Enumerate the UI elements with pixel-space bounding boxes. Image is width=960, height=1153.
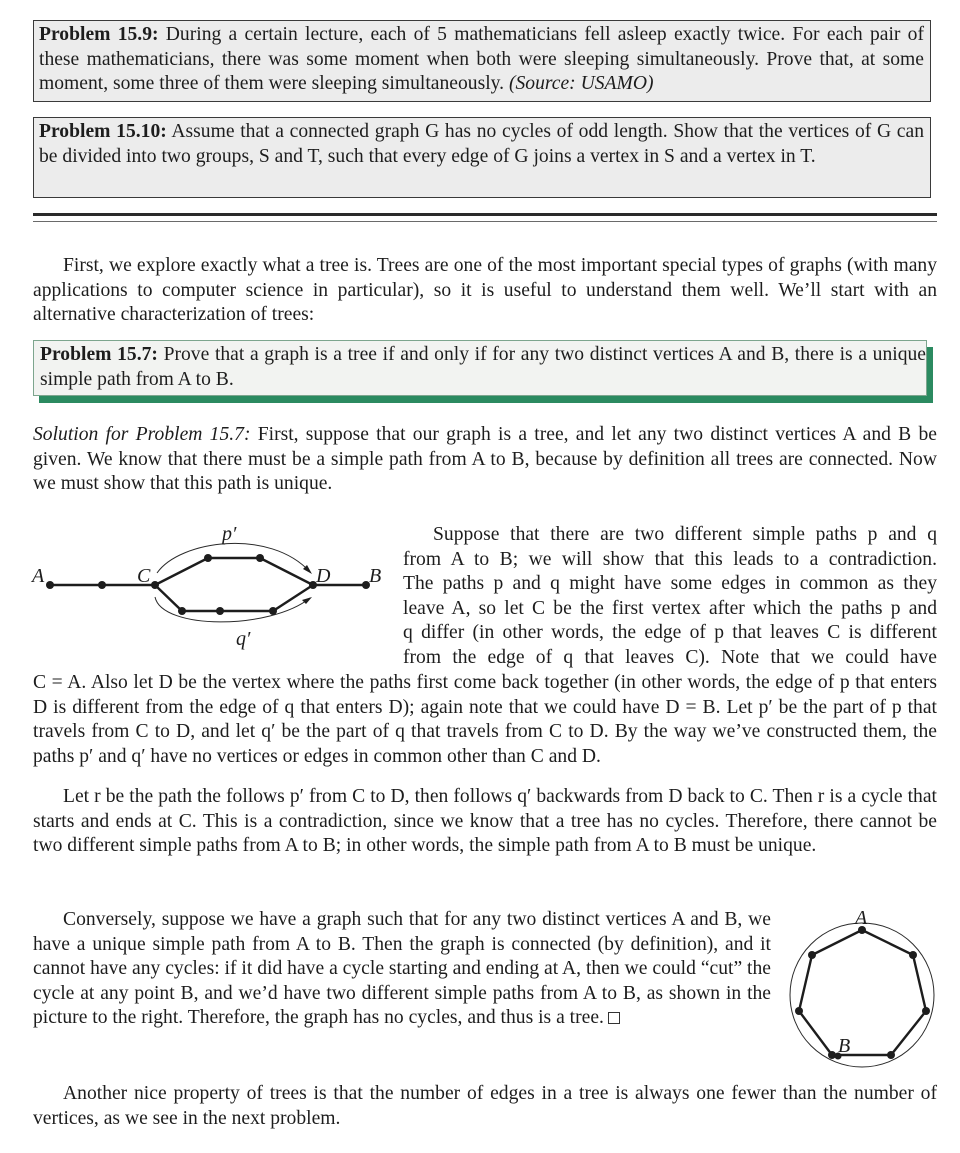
suppose-paragraph-side: Suppose that there are two different simple paths p and q from A to B; we will show that this leads to a contradiction. The paths p and q might have some edges in common as they leave A, so let C be the first vertex after which the paths p and q differ (in other words, the edge of p that leaves C is different from the edge of q that leaves C). Note that we could have: [403, 524, 937, 668]
problem-15-9-box: [33, 20, 931, 102]
another-paragraph: Another nice property of trees is that the number of edges in a tree is always one fewer than the number of vertices, as we see in the next problem.: [33, 1083, 937, 1129]
cycle-label-b: B: [838, 1035, 851, 1057]
solution-label: Solution for Problem 15.7:: [33, 424, 251, 445]
problem-source: (Source: USAMO): [508, 73, 654, 95]
let-r-paragraph: Let r be the path the follows p′ from C to D, then follows q′ backwards from D back to C. Then r is a cycle that starts and ends at C. This is a contradiction, since we know that a tree has no cycles. Therefore, there cannot be two different simple paths from A to B; in other words, the simple path from A to B must be unique.: [33, 786, 937, 857]
label-vertex-a: A: [32, 565, 45, 587]
problem-15-10-label: Problem 15.10:: [39, 121, 167, 142]
solution-paragraph: Solution for Problem 15.7: First, suppose that our graph is a tree, and let any two distinct vertices A and B be given. We know that there must be a simple path from A to B, because by definition all trees are connected. Now we must show that this path is unique.: [33, 424, 937, 495]
problem-15-10-box: [33, 117, 931, 198]
label-vertex-b: B: [369, 565, 382, 587]
problem-15-10-text: Problem 15.10: Assume that a connected graph G has no cycles of odd length. Show that the vertices of G can be divided into two groups, S and T, such that every edge of G joins a vertex in S and a vertex in T.: [39, 121, 924, 167]
problem-15-9-label: Problem 15.9:: [39, 24, 159, 45]
suppose-paragraph-continued: C = A. Also let D be the vertex where the paths first come back together (in other words, the edge of p that enters D is different from the edge of q that enters D); again note that we could have D = B. Let p′ be the part of p that travels from C to D, and let q′ be the part of q that travels from C to D. By the way we’ve constructed them, the paths p′ and q′ have no vertices or edges in common other than C and D.: [33, 672, 937, 767]
label-p-prime: p′: [222, 523, 237, 545]
two-paths-figure: [0, 510, 400, 670]
section-divider-thick: [33, 213, 937, 216]
problem-15-9-text: Problem 15.9: During a certain lecture, each of 5 mathematicians fell asleep exactly twice. For each pair of these mathematicians, there was some moment when both were sleeping simultaneously. Prove that, at some moment, some three of them were sleeping simultaneously. (Source: USAMO): [39, 24, 924, 95]
label-vertex-d: D: [316, 565, 331, 587]
label-vertex-c: C: [137, 565, 151, 587]
cycle-label-a: A: [855, 907, 868, 929]
conversely-paragraph: Conversely, suppose we have a graph such that for any two distinct vertices A and B, we have a unique simple path from A to B. Then the graph is connected (by definition), and it cannot have any cycles: if it did have a cycle starting and ending at A, then we could “cut” the cycle at any point B, and we’d have two different simple paths from A to B, as shown in the picture to the right. Therefore, the graph has no cycles, and thus is a tree.: [33, 909, 771, 1029]
problem-15-7-label: Problem 15.7:: [40, 344, 158, 365]
problem-15-7-box: [33, 340, 927, 396]
qed-square-icon: [608, 1012, 620, 1024]
intro-paragraph: First, we explore exactly what a tree is. Trees are one of the most important special types of graphs (with many applications to computer science in particular), so it is useful to understand them well. We’ll start with an alternative characterization of trees:: [33, 255, 937, 326]
cycle-figure: [780, 900, 960, 1070]
section-divider-thin: [33, 221, 937, 222]
label-q-prime: q′: [236, 628, 251, 650]
problem-15-7-text: Problem 15.7: Prove that a graph is a tree if and only if for any two distinct vertices A and B, there is a unique simple path from A to B.: [40, 344, 926, 390]
